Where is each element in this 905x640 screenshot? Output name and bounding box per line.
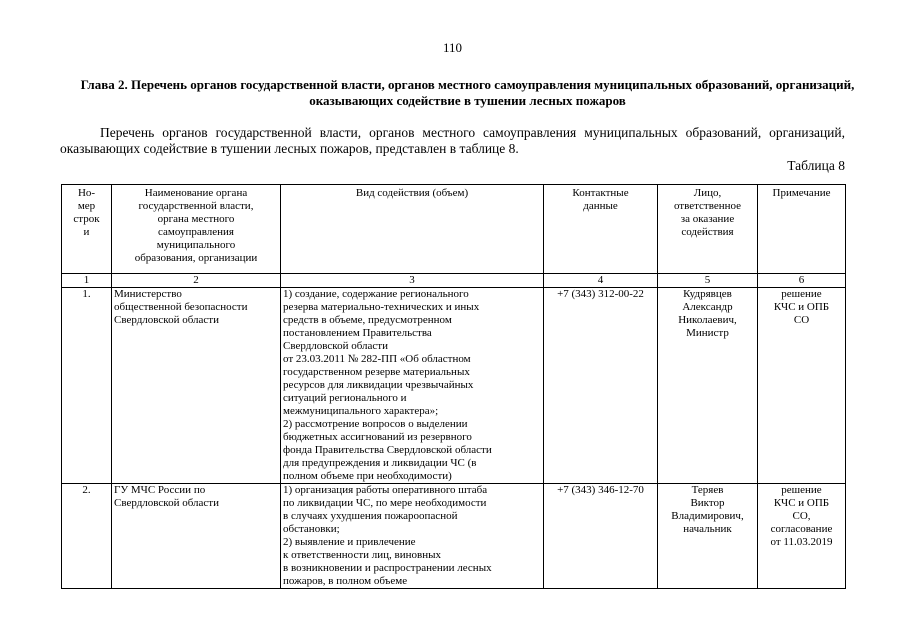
row-number: 2. [62,484,112,589]
text-line: от 11.03.2019 [770,536,833,548]
page-number: 110 [442,40,463,55]
text-line: согласование [770,523,833,535]
text-line: 2) рассмотрение вопросов о выделении [283,418,468,430]
text-line: данные [583,200,618,212]
text-line: Министр [686,327,729,339]
text-line: муниципального [156,239,236,251]
text-line: КЧС и ОПБ [773,301,830,313]
text-line: ответственное [673,200,742,212]
organizations-table [61,184,846,589]
text-line: Теряев [691,484,724,496]
text-line: обстановки; [283,523,340,535]
text-line: средств в объеме, предусмотренном [283,314,452,326]
header-organization [112,185,281,274]
organization-name [112,288,281,484]
text-line: 1) создание, содержание регионального [283,288,469,300]
text-line: бюджетных ассигнований из резервного [283,431,472,443]
text-line: ГУ МЧС России по [114,484,206,496]
text-line: содействия [681,226,734,238]
table-header-row [62,185,846,274]
text-line: решение [781,484,822,496]
column-number: 4 [544,274,658,288]
text-line: государственной власти, [138,200,254,212]
text-line: общественной безопасности [114,301,248,313]
text-line: мер [77,200,96,212]
text-line: Владимирович, [671,510,744,522]
note [758,288,846,484]
text-line: начальник [683,523,732,535]
text-line: государственном резерве материальных [283,366,470,378]
text-line: в случаях ухудшения пожароопасной [283,510,458,522]
row-number: 1. [62,288,112,484]
text-line: Наименование органа [144,187,248,199]
text-line: Лицо, [693,187,722,199]
text-line: Но- [77,187,96,199]
text-line: Контактные [572,187,629,199]
text-line: от 23.03.2011 № 282-ПП «Об областном [283,353,471,365]
text-line: Министерство [114,288,182,300]
note [758,484,846,589]
text-line: ситуаций регионального и [283,392,407,404]
text-line: Свердловской области [114,497,219,509]
table-caption: Таблица 8 [787,158,845,173]
text-line: СО, [792,510,811,522]
header-assistance-type [281,185,544,274]
text-line: ресурсов для ликвидации чрезвычайных [283,379,474,391]
header-note [758,185,846,274]
text-line: по ликвидации ЧС, по мере необходимости [283,497,487,509]
column-number: 1 [62,274,112,288]
responsible-person [658,288,758,484]
text-line: и [83,226,90,238]
text-line: 1) организация работы оперативного штаба [283,484,488,496]
text-line: Свердловской области [283,340,388,352]
text-line: полном объеме при необходимости) [283,470,452,482]
text-line: для предупреждения и ликвидации ЧС (в [283,457,477,469]
text-line: Примечание [772,187,831,199]
chapter-title: Глава 2. Перечень органов государственной власти, органов местного самоуправления муниципальных образований, организаций, оказывающих содействие в тушении лесных пожаров [80,77,855,108]
text-line: к ответственности лиц, виновных [283,549,441,561]
header-row-number [62,185,112,274]
column-number: 3 [281,274,544,288]
column-number: 5 [658,274,758,288]
column-number-row [62,274,846,288]
text-line: Александр [682,301,733,313]
text-line: Кудрявцев [683,288,732,300]
table-row [62,288,846,484]
contact-phone: +7 (343) 312-00-22 [544,288,658,484]
assistance-description [281,288,544,484]
text-line: органа местного [157,213,235,225]
text-line: резерва материально-технических и иных [283,301,480,313]
text-line: СО [793,314,810,326]
responsible-person [658,484,758,589]
text-line: межмуниципального характера»; [283,405,439,417]
contact-phone: +7 (343) 346-12-70 [544,484,658,589]
text-line: строк [73,213,100,225]
table-row [62,484,846,589]
column-number: 6 [758,274,846,288]
text-line: пожаров, в полном объеме [283,575,408,587]
text-line: в возникновении и распространении лесных [283,562,492,574]
text-line: 2) выявление и привлечение [283,536,416,548]
header-responsible-person [658,185,758,274]
text-line: Виктор [690,497,725,509]
header-contacts [544,185,658,274]
text-line: постановлением Правительства [283,327,432,339]
organization-name [112,484,281,589]
text-line: КЧС и ОПБ [773,497,830,509]
text-line: Свердловской области [114,314,219,326]
text-line: решение [781,288,822,300]
intro-paragraph: Перечень органов государственной власти, органов местного самоуправления муниципальных образований, организаций, оказывающих содействие в тушении лесных пожаров, представлен в таблице 8. [60,125,845,156]
assistance-description [281,484,544,589]
column-number: 2 [112,274,281,288]
text-line: за оказание [680,213,735,225]
text-line: фонда Правительства Свердловской области [283,444,492,456]
text-line: Николаевич, [678,314,737,326]
text-line: образования, организации [134,252,258,264]
text-line: самоуправления [158,226,234,238]
text-line: Вид содействия (объем) [355,187,469,199]
